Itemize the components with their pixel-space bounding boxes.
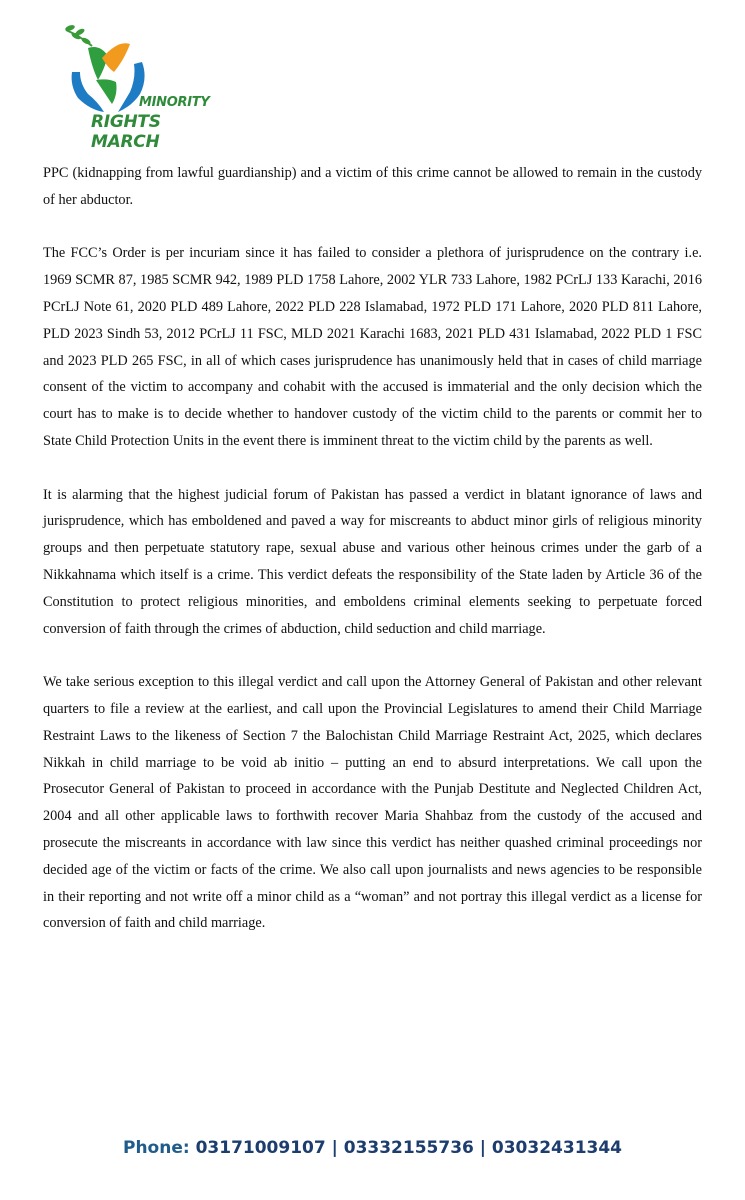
paragraph-3: It is alarming that the highest judicial forum of Pakistan has passed a verdict in blatant ignorance of laws and jurisprudence, which has emboldened and paved a way for miscreants to abduct minor girls of religious minority groups and then perpetuate statutory rape, sexual abuse and various other heinous crimes under the garb of a Nikkahnama which itself is a crime. This verdict defeats the responsibility of the State laden by Article 36 of the Constitution to protect religious minorities, and emboldens criminal elements seeking to perpetuate forced conversion of faith through the crimes of abduction, child seduction and child marriage. (43, 486, 702, 637)
paragraph-1: PPC (kidnapping from lawful guardianship) and a victim of this crime cannot be allowed to remain in the custody of her abductor. (43, 165, 702, 208)
phone-label: Phone: (122, 1138, 190, 1158)
document-body (43, 160, 702, 964)
paragraph-2: The FCC’s Order is per incuriam since it has failed to consider a plethora of jurisprudence on the contrary i.e. 1969 SCMR 87, 1985 SCMR 942, 1989 PLD 1758 Lahore, 2002 YLR 733 Lahore, 1982 PCrLJ 133 Karachi, 2016 PCrLJ Note 61, 2020 PLD 489 Lahore, 2022 PLD 228 Islamabad, 1972 PLD 171 Lahore, 2020 PLD 811 Lahore, PLD 2023 Sindh 53, 2012 PCrLJ 11 FSC, MLD 2021 Karachi 1683, 2021 PLD 431 Islamabad, 2022 PLD 1 FSC and 2023 PLD 265 FSC, in all of which cases jurisprudence has unanimously held that in cases of child marriage consent of the victim to accompany and cohabit with the accused is immaterial and the only decision which the court has to make is to decide whether to handover custody of the victim child to the parents or commit her to State Child Protection Units in the event there is imminent threat to the victim child by the parents as well. (43, 245, 702, 449)
contact-footer (0, 1138, 745, 1158)
paragraph-4: We take serious exception to this illegal verdict and call upon the Attorney General of Pakistan and other relevant quarters to file a review at the earliest, and call upon the Provincial Legislatures to amend their Child Marriage Restraint Laws to the likeness of Section 7 the Balochistan Child Marriage Restraint Act, 2025, which declares Nikkah in child marriage to be void ab initio – putting an end to absurd interpretations. We call upon the Prosecutor General of Pakistan to proceed in accordance with the Punjab Destitute and Neglected Children Act, 2004 and all other applicable laws to forthwith recover Maria Shahbaz from the custody of the accused and prosecute the miscreants in accordance with law since this verdict has neither quashed criminal proceedings nor decided age of the victim or facts of the crime. We also call upon journalists and news agencies to be responsible in their reporting and not write off a minor child as a “woman” and not portray this illegal verdict as a license for conversion of faith and child marriage. (43, 674, 702, 932)
phone-numbers: 03171009107 | 03332155736 | 03032431344 (195, 1138, 623, 1158)
logo-text-line1: MINORITY (139, 95, 210, 110)
minority-rights-march-logo (58, 22, 210, 152)
logo-text-line2: RIGHTS MARCH (91, 112, 161, 152)
